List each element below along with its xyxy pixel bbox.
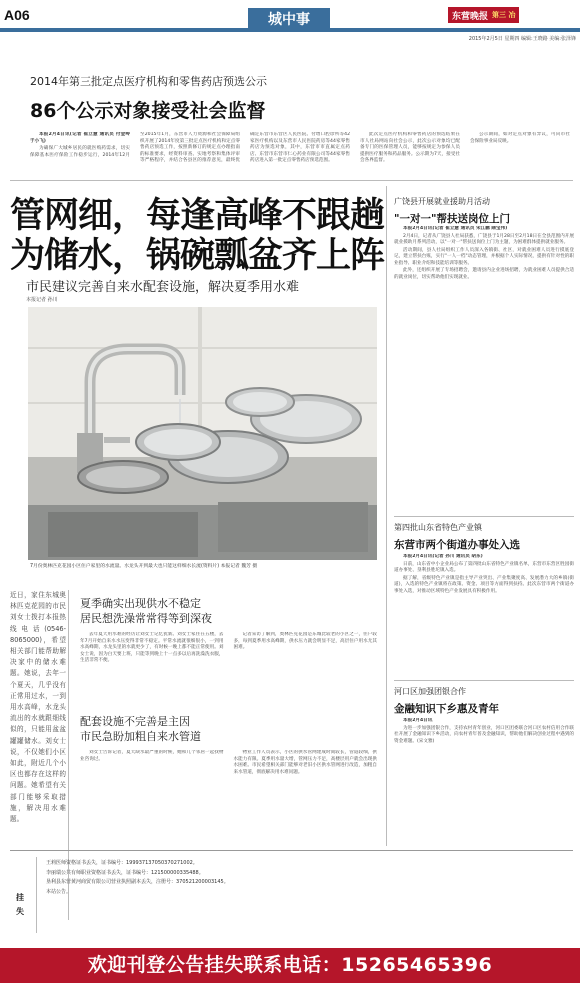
byline: 本报2月4日讯(记者 崔立慧 通讯员 付金岭 于小飞) [30,132,130,144]
section3-body [80,750,377,838]
notice-line: 王莉医师资格证书丢失，证书编号：199937137050370271002。 [46,860,198,866]
byline: 本报2月4日讯(记者 孙川 通讯员 胡东) [403,554,483,559]
story-kicker: 河口区加强团银合作 [394,687,466,696]
main-byline: 本报记者 孙川 [26,297,58,303]
right-story-finance [394,686,574,716]
paragraph: 此外，还组织开展了专场招聘会，邀请县内企业进场招聘，为就业困难人员提供合适的就业岗位，切实帮助他们实现就业。 [394,268,574,280]
notice-box [10,850,573,940]
paragraph: 日前，山东省中小企业局公布了第四批山东省特色产业镇名单，东营市东营区胜园街道办事处、垦利县胜坨镇入选。 [394,561,574,573]
paragraph: 此次定点医疗机构和零售药店的预选结果在市人社局网站向社会公示，此次公示对象均已配备专门的医保管理人员，能够按规定为参保人员提供医疗服务和药品服务。公示期为7天，接受社会各界监督。 [360,132,460,163]
paragraph: 为进一步加强团银合作，支持农村青年创业，河口区团委联合河口区农村信用合作联社开展了金融知识下乡活动，向农村青年普及金融知识，帮助他们解决创业过程中遇到的资金难题。(宋文雅) [394,725,574,744]
paragraph: 刘女士告诉记者，夏天缺水最严重的时候，她和几个邻居一起找物业咨询过。 [80,750,224,762]
right-story-industry-towns [394,522,574,552]
notice-lines [46,859,346,897]
paragraph: 去年夏天用水难的经历让刘女士记忆犹新。刘女士家住在五楼，去年7月开始自来水水压变得非常不稳定。平常水流就很细很小，一到用水高峰期，水龙头里的水就更少了，有时候一晚上都不能正常使用。刘女士说，因为白天要上班，只能等到晚上十一点多以后再洗澡洗衣服，生活非常不便。 [80,632,224,663]
subhead-facilities [80,714,380,744]
notice-line: 本站公告。 [46,888,72,895]
page-header [0,0,580,42]
divider [10,180,573,181]
subhead-line: 配套设施不完善是主因 [80,715,190,728]
right-story1-body [394,226,574,514]
photo-caption: 7月份奥林匹克花园小区住户家里的水流量。水龙头开到最大也只能这样细水长流(资料片) 本报记者 魏芳 摄 [30,564,258,569]
story-body [30,132,570,176]
paper-tag: 第三 冶 [492,11,516,19]
right-story3-body [394,718,574,842]
notice-line: 李丽瑞公共有师职业资格证书丢失，证书编号：121500000335488。 [46,869,204,876]
right-story2-body [394,554,574,676]
subhead-line: 夏季确实出现供水不稳定 [80,597,201,610]
page-number: A06 [4,7,30,23]
notice-label-divider [36,857,37,933]
paragraph: 2月4日，记者从广饶县人社局获悉，广饶县于1月28日至2月18日在全县范围内开展就业援助月系列活动，以"一对一"帮扶送岗位上门为主题，为困难群体提供就业服务。 [394,233,574,245]
story-headline: 金融知识下乡惠及青年 [394,703,499,715]
footer-banner-text: 欢迎刊登公告挂失联系电话：15265465396 [87,954,493,976]
subhead-line: 居民想洗澡常常得等到深夜 [80,612,212,625]
divider [394,680,574,681]
paragraph: 物业工作人员表示，小区的供水管网建成时间较长，管道较细，供水能力有限。夏季用水量大增，管网压力不足，高楼层用户就会出现供水困难。市民希望相关部门能够对老旧小区供水管网进行改造，加粗自来水管道，彻底解决用水难问题。 [233,750,377,775]
date-line: 2015年2月5日 星期四 编辑:王晓路 美编:张泽锋 [468,36,576,42]
byline: 本报2月4日讯 [403,718,433,723]
paragraph: 为确保广大城乡居民的就医购药需求，切实保障基本医疗保险工作稳步运行，2014年12月至2015年1月，东营市人力资源和社会保障局组织开展了2014年度第三批定点医疗机构和定点零售药店预选工作，按照新修订的规定点办理指南的标准要求，经资料审查、实地考察和集体评审等严格程序，并结合各县区的推荐意见，最终优确定东营市东营区人民医院、付增口腔诊所等42家医疗机构以及东营市人民医院药房等44家零售药店为预选对象，其中，东营市市直属定点药店、东营市东营市仁心药业有限公司等44家零售药店进入第一批定点零售药店预选范围。 [30,132,350,163]
sink-bowls-photo [28,307,377,560]
story-headline: 86个公示对象接受社会监督 [30,100,266,122]
paragraph: 据了解，省级特色产业镇是指主导产业突出、产业集聚度高、发展潜力大的乡镇(街道)，入选的特色产业镇将在政策、资金、项目等方面得到扶持。此次东营市两个街道办事处入选，对推动区域特色产业发展具有积极作用。 [394,575,574,594]
story-kicker: 2014年第三批定点医疗机构和零售药店预选公示 [30,75,267,88]
story-kicker: 第四批山东省特色产业镇 [394,523,482,532]
notice-line: 垦利县东营黄河商贸有限公司营业执照副本丢失，注册号：370521200003145。 [46,879,229,885]
story-headline: 东营市两个街道办事处入选 [394,539,520,551]
story-clinics [10,50,573,180]
paper-name: 东营晚报 [452,11,489,22]
divider [394,516,574,517]
header-rule [0,28,580,32]
section2-body [80,632,377,707]
notice-label: 挂失 [16,893,24,916]
section-title: 城中事 [268,12,310,28]
main-headline-1: 管网细，每逢高峰不跟趟 [10,196,385,236]
right-story-employment [394,196,574,226]
story-headline: "一对一"帮扶送岗位上门 [394,213,510,225]
paragraph: 公示期间，如对定点对象有异议，可向市社会保险事业局反映。 [470,132,570,144]
footer-banner [0,948,580,983]
main-photo [28,307,377,560]
right-column-divider [386,186,387,846]
story-kicker: 广饶县开展就业援助月活动 [394,197,490,206]
subhead-line: 市民急盼加粗自来水管道 [80,730,201,743]
sidebar-text: 近日，家住东城奥林匹克花园的市民刘女士拨打本报热线电话(0546-8065000)，希望相关部门能帮助解决家中的储水难题。她说，去年一个夏天，几乎没有正常用过水，一到用水高峰，水龙头流出的水就跟细线似的，只能用盆盆罐罐储水。刘女士说，不仅她们小区如此，附近几个小区也都存在这样的问题。她希望有关部门能够采取措施，解决用水难题。 [10,591,66,824]
byline: 本报2月4日讯(记者 崔立慧 通讯员 宋江鹏 隋宝伟) [403,226,508,231]
paper-logo [448,7,519,23]
subhead-supply-unstable [80,596,380,626]
paragraph: 记者采访了解到，奥林匹克花园是东城比较老的小区之一，住户较多，每到夏季用水高峰期，供水压力就会明显不足，高层住户用水尤其困难。 [233,632,377,650]
paragraph: 活动期间，县人社局组织工作人员深入各镇街、社区，对就业困难人员进行摸底登记，建立帮扶台账，实行"一人一档"动态管理，并根据个人实际情况，提供有针对性的职业指导、职业介绍和技能培训等服务。 [394,247,574,266]
main-subhead: 市民建议完善自来水配套设施，解决夏季用水难 [26,280,300,295]
main-headline-2: 为储水，锅碗瓢盆齐上阵 [10,236,385,276]
